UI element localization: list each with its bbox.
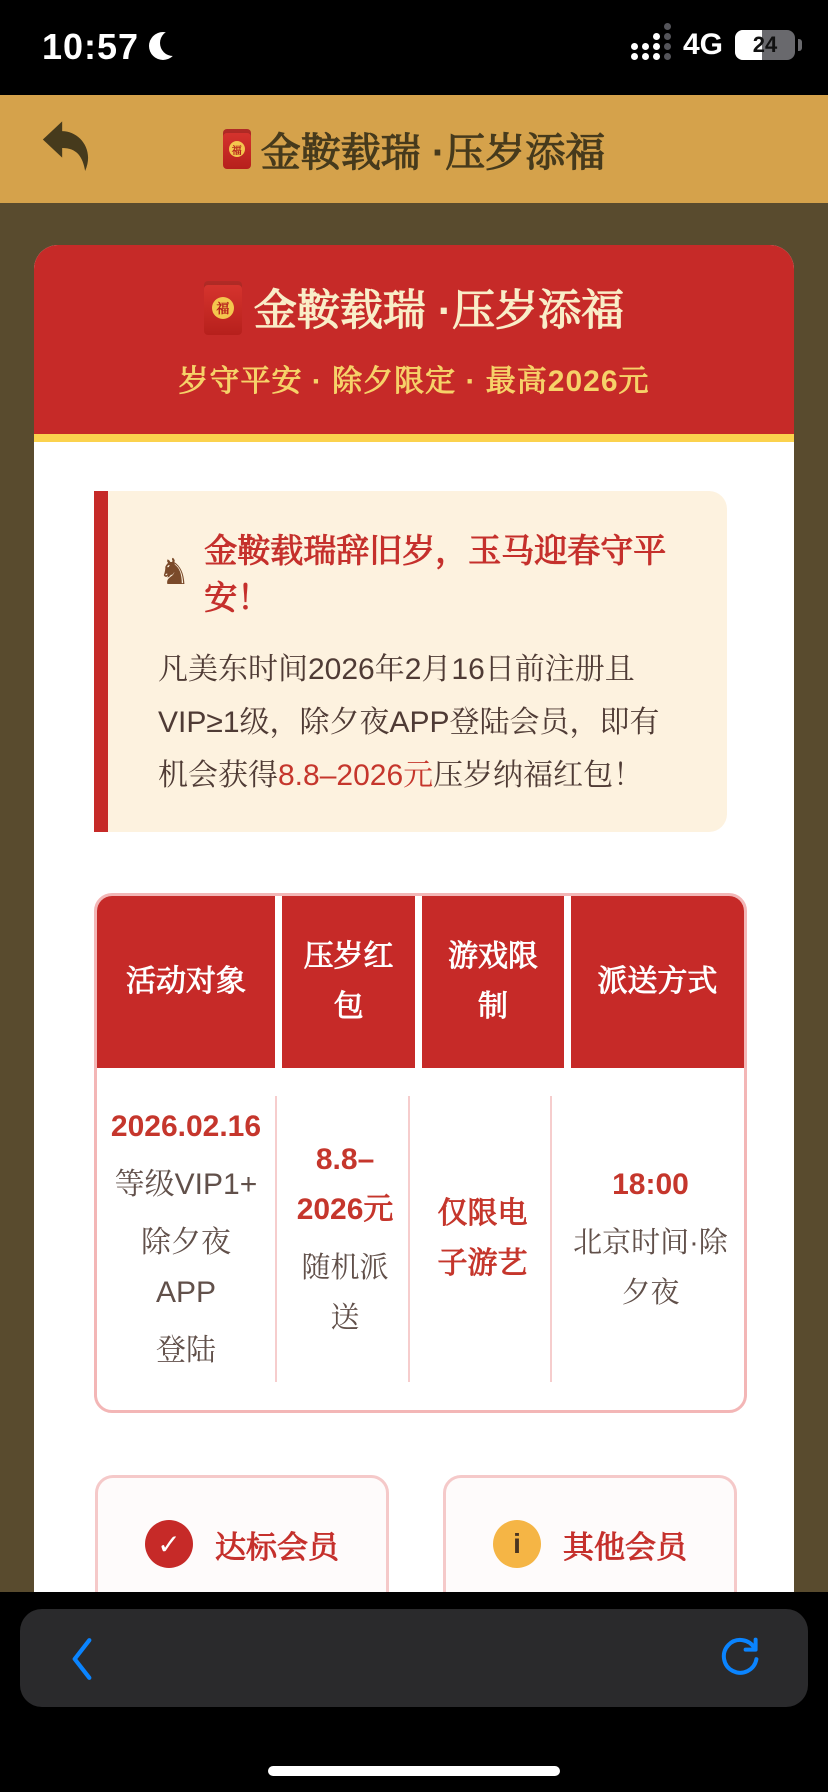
page-title <box>223 121 605 178</box>
network-type-label: 4G <box>682 28 723 61</box>
hero-subtitle: 岁守平安 · 除夕限定 · 最高2026元 <box>178 365 650 398</box>
table-header-row <box>97 896 744 1068</box>
table-cell-game-limit: 仅限电子游艺 <box>408 1096 550 1382</box>
notice-body-before: 凡美东时间2026年2月16日前注册且VIP≥1级，除夕夜APP登陆会员，即有机会获得 <box>158 653 660 792</box>
info-circle-icon: i <box>493 1520 541 1568</box>
battery-nub <box>798 39 802 51</box>
table-cell-red-packet: 8.8–2026元 随机派送 <box>275 1096 408 1382</box>
reload-icon <box>716 1634 764 1682</box>
hero-banner <box>34 245 794 442</box>
member-card-label: 达标会员 <box>215 1529 339 1565</box>
table-header-cell: 游戏限制 <box>422 896 564 1068</box>
horse-icon: ♞ <box>158 551 191 592</box>
promo-card <box>34 245 794 1792</box>
battery-percent: 24 <box>752 32 778 57</box>
table-header-cell: 活动对象 <box>97 896 275 1068</box>
hero-title-text: 金鞍载瑞 ·压岁添福 <box>253 287 625 335</box>
crescent-moon-icon <box>149 32 179 62</box>
battery-icon <box>735 30 795 60</box>
table-cell-audience: 2026.02.16 等级VIP1+ 除夕夜APP 登陆 <box>110 1110 262 1367</box>
notice-body <box>158 643 677 802</box>
promo-table <box>94 893 747 1413</box>
red-envelope-icon: 福 <box>204 281 242 335</box>
chevron-left-icon <box>68 1636 96 1682</box>
table-header-cell: 压岁红包 <box>282 896 415 1068</box>
app-header <box>0 95 828 203</box>
back-arrow-icon <box>38 119 96 177</box>
red-envelope-icon: 福 <box>223 129 251 169</box>
cellular-signal-icon <box>631 30 671 60</box>
table-header-cell: 派送方式 <box>571 896 744 1068</box>
home-indicator[interactable] <box>268 1766 560 1776</box>
status-bar <box>0 0 828 95</box>
notice-body-after: 压岁纳福红包！ <box>433 759 644 792</box>
hero-title <box>34 245 794 338</box>
member-card-label: 其他会员 <box>563 1529 687 1565</box>
notice-body-highlight: 8.8–2026元 <box>278 759 434 792</box>
check-circle-icon: ✓ <box>145 1520 193 1568</box>
clock-time: 10:57 <box>42 26 140 67</box>
notice-title-text: 金鞍载瑞辞旧岁，玉马迎春守平安！ <box>204 532 667 616</box>
notice-box <box>94 491 727 832</box>
browser-back-button[interactable] <box>68 1636 96 1687</box>
browser-bottom-bar <box>0 1592 828 1792</box>
table-body-row <box>97 1068 744 1410</box>
table-cell-delivery: 18:00 北京时间·除夕夜 <box>550 1096 744 1382</box>
browser-reload-button[interactable] <box>716 1634 764 1687</box>
browser-toolbar <box>20 1609 808 1707</box>
notice-title <box>158 525 677 619</box>
back-button[interactable] <box>38 119 96 177</box>
page-title-text: 金鞍载瑞 ·压岁添福 <box>260 130 606 175</box>
